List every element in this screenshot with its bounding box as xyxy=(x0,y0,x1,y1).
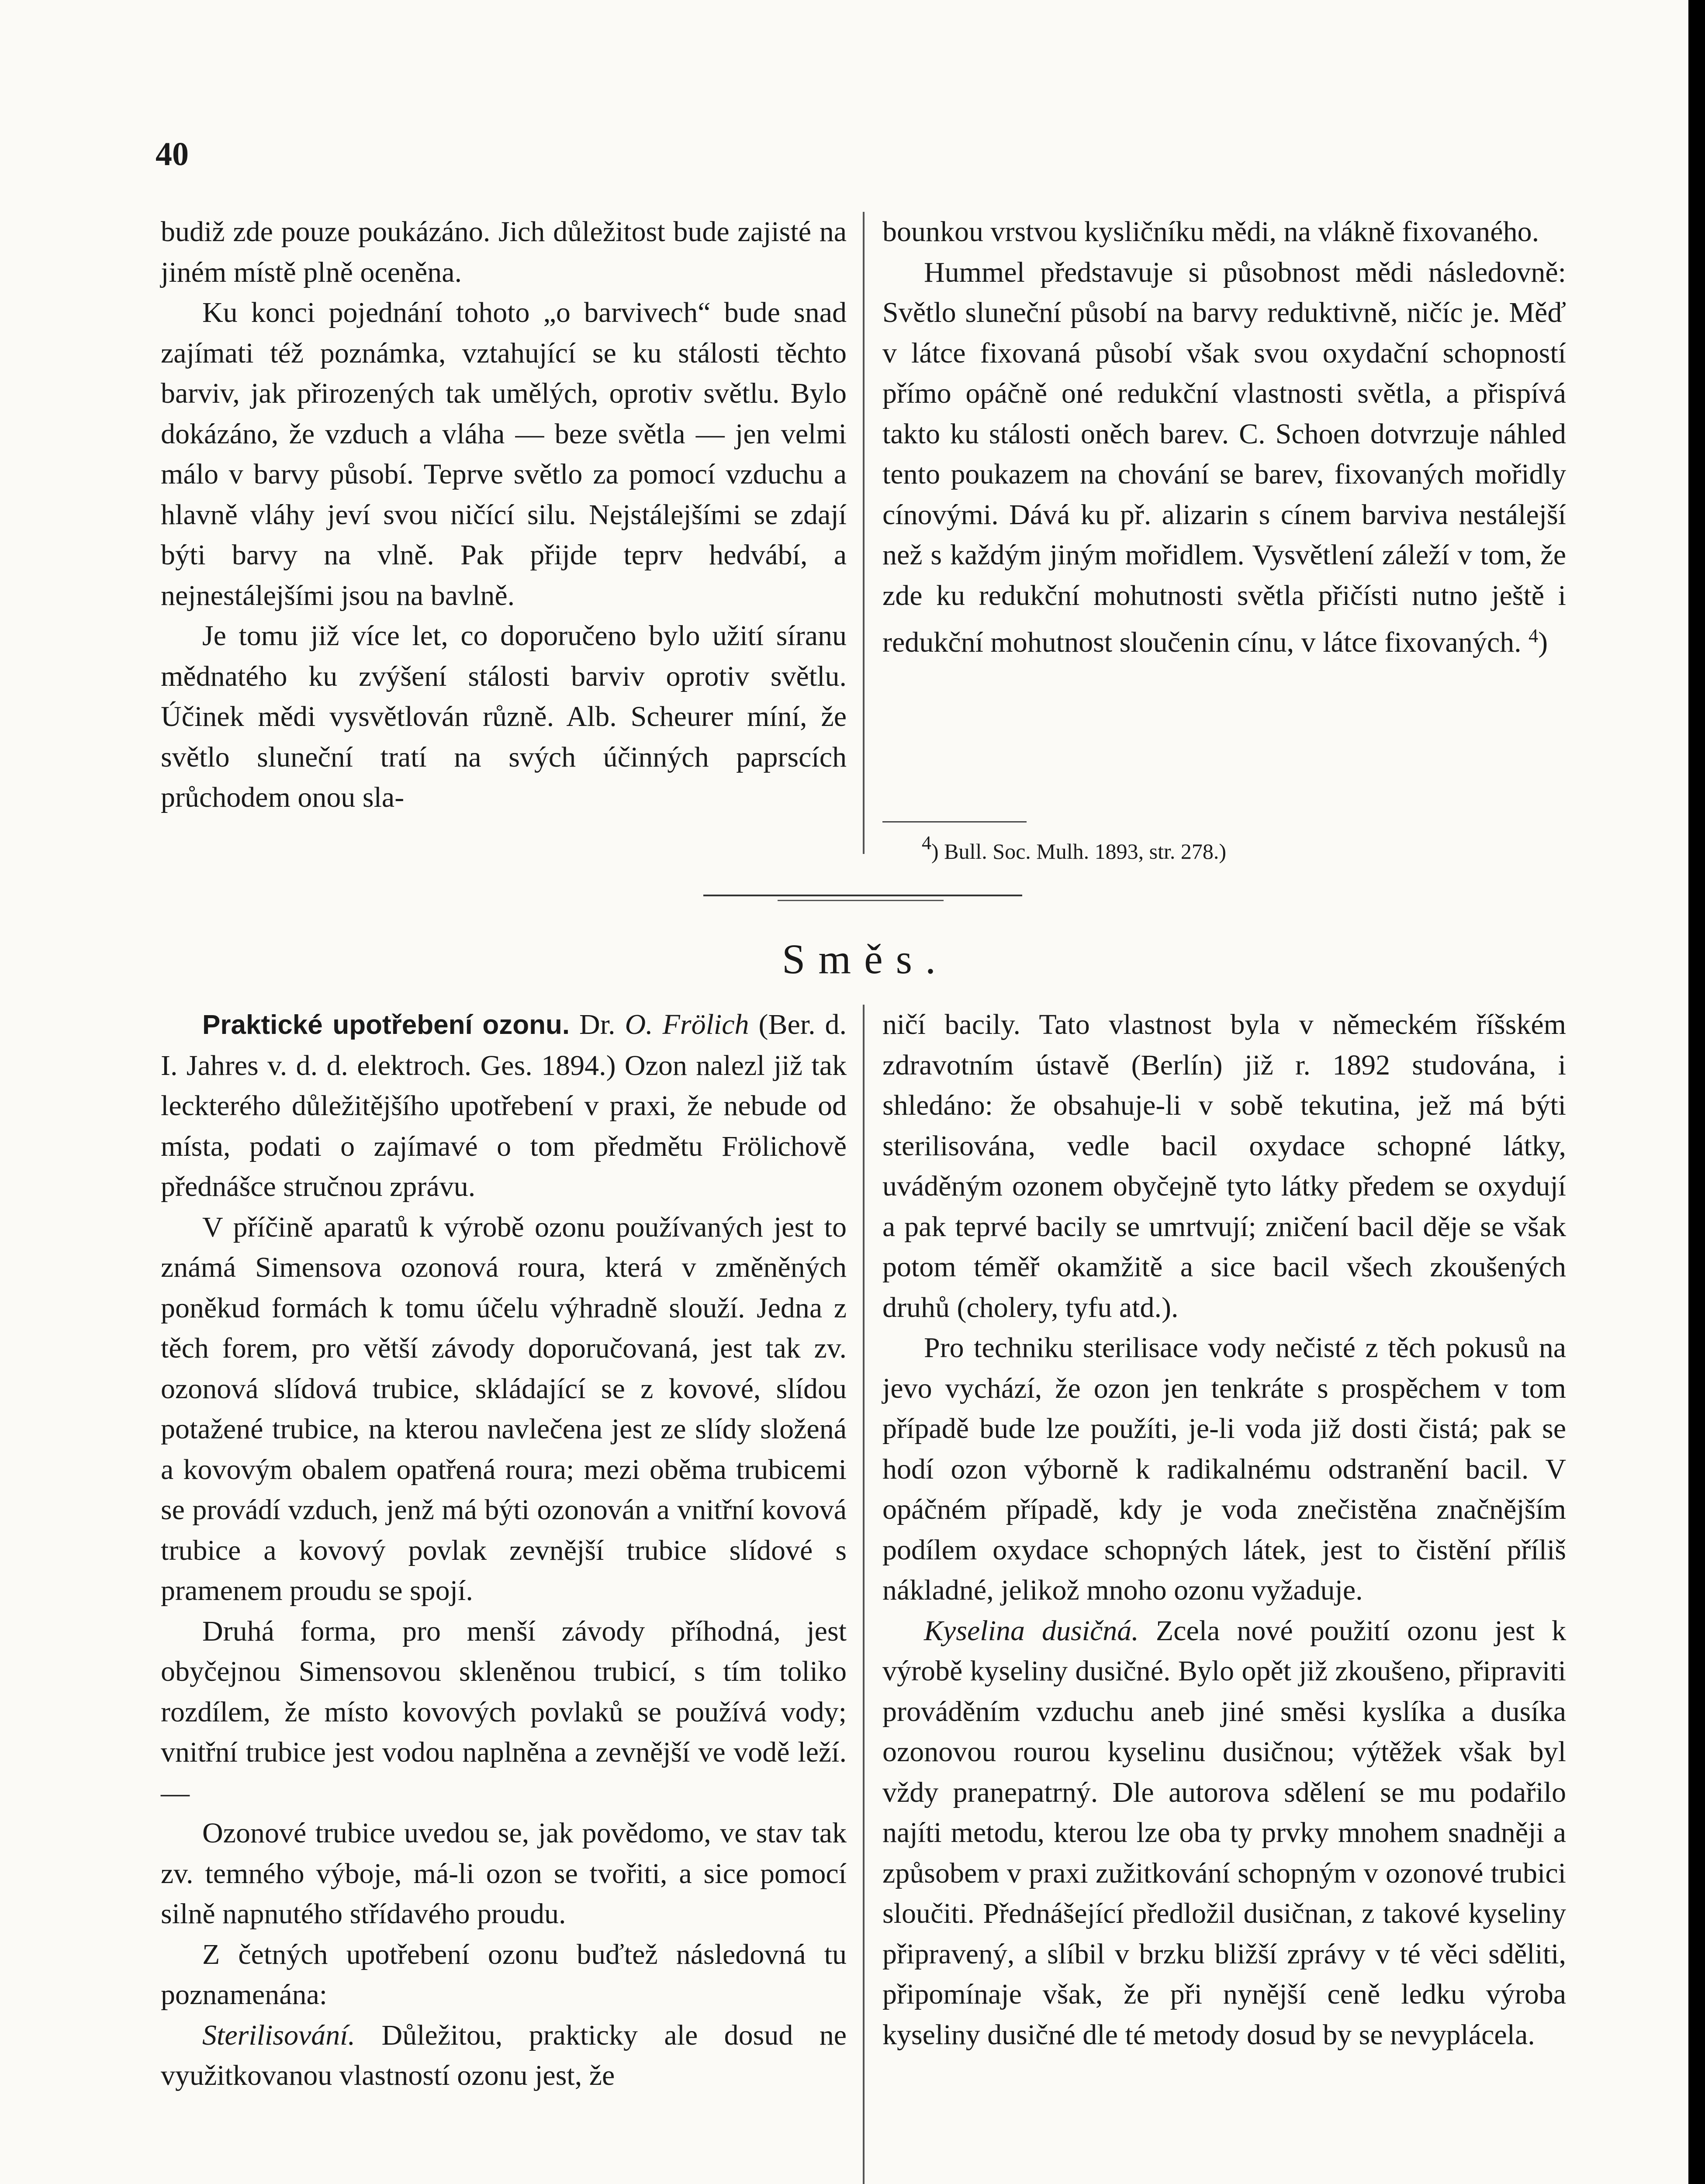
top-right-column xyxy=(882,212,1566,663)
footnote-rule xyxy=(882,821,1027,822)
paragraph-text: Zcela nové použití ozonu jest k výrobě kyseliny dusičné. Bylo opět již zkoušeno, připraviti prováděním vzduchu aneb jiné směsi kyslíka a dusíka ozonovou rourou kyselinu dusičnou; výtěžek však byl vždy pranepatrný. Dle autorova sdělení se mu podařilo najíti metodu, kterou lze oba ty prvky mnohem snadněji a způsobem v praxi zužitkování schopným v ozonové trubici sloučiti. Přednášející předložil dusičnan, z takové kyseliny připravený, a slíbil v brzku bližší zprávy v té věci sděliti, připomínaje však, že při nynější ceně ledku výroba kyseliny dusičné dle té metody dosud by se nevyplácela. xyxy=(882,1614,1566,2051)
paragraph: V příčině aparatů k výrobě ozonu používaných jest to známá Simensova ozonová roura, která v změněných poněkud formách k tomu účelu výhradně slouží. Jedna z těch forem, pro větší závody doporučovaná, jest tak zv. ozonová slídová trubice, skládající se z kovové, slídou potažené trubice, na kterou navlečena jest ze slídy složená a kovovým obalem opatřená roura; mezi oběma trubicemi se provádí vzduch, jenž má býti ozonován a vnitřní kovová trubice a kovový povlak zevnější trubice slídové s pramenem proudu se spojí. xyxy=(161,1211,847,1607)
scan-edge xyxy=(1688,0,1705,2184)
paragraph xyxy=(882,1611,1566,2056)
paragraph: ničí bacily. Tato vlastnost byla v německém říšském zdravotním ústavě (Berlín) již r. 1892 studována, i shledáno: že obsahuje-li v sobě tekutina, jež má býti sterilisována, vedle bacil oxydace schopné látky, uváděným ozonem obyčejně tyto látky předem se oxydují a pak teprvé bacily se umrtvují; zničení bacil děje se však potom téměř okamžitě a sice bacil všech zkoušených druhů (cholery, tyfu atd.). xyxy=(882,1009,1566,1324)
paragraph-text: Hummel představuje si působnost mědi následovně: Světlo sluneční působí na barvy reduktivně, ničíc je. Měď v látce fixovaná působí však svou oxydační schopností přímo opáčně oné redukční vlastnosti světla, a přispívá takto ku stálosti oněch barev. C. Schoen dotvrzuje náhled tento poukazem na chování se barev, fixovaných mořidly cínovými. Dává ku př. alizarin s cínem barviva nestálejší než s každým jiným mořidlem. Vysvětlení záleží v tom, že zde ku redukční mohutnosti světla přičísti nutno ještě i redukční mohutnost sloučenin cínu, v látce fixovaných. xyxy=(882,256,1566,658)
section-rule xyxy=(703,895,1022,896)
paragraph: Ozonové trubice uvedou se, jak povědomo, ve stav tak zv. temného výboje, má-li ozon se tvořiti, a sice pomocí silně napnutého střídavého proudu. xyxy=(161,1817,847,1930)
footnote-text: ) Bull. Soc. Mulh. 1893, str. 278.) xyxy=(931,839,1227,864)
paragraph xyxy=(882,252,1566,663)
paragraph: Druhá forma, pro menší závody příhodná, jest obyčejnou Simensovou skleněnou trubicí, s tím toliko rozdílem, že místo kovových povlaků se používá vody; vnitřní trubice jest vodou naplněna a zevnější ve vodě leží. — xyxy=(161,1615,847,1809)
top-left-column xyxy=(161,212,847,818)
column-divider-top xyxy=(863,212,865,854)
bottom-left-column xyxy=(161,1005,847,2096)
footnote-reference-close: ) xyxy=(1538,626,1548,658)
paragraph xyxy=(161,1005,847,1207)
paragraph-text: (Ber. d. I. Jahres v. d. d. elektroch. Ges. 1894.) Ozon nalezl již tak leckterého důležitějšího upotřebení v praxi, že nebude od místa, podati o zajímavé o tom předmětu Frölichově přednášce stručnou zprávu. xyxy=(161,1009,847,1203)
paragraph: Je tomu již více let, co doporučeno bylo užití síranu mědnatého ku zvýšení stálosti barviv oprotiv světlu. Účinek mědi vysvětlován různě. Alb. Scheurer míní, že světlo sluneční tratí na svých účinných paprscích průchodem onou sla- xyxy=(161,620,847,813)
author-prefix: Dr. xyxy=(579,1009,616,1040)
paragraph: Ku konci pojednání tohoto „o barvivech“ bude snad zajímati též poznámka, vztahující se ku stálosti těchto barviv, jak přirozených tak umělých, oprotiv světlu. Bylo dokázáno, že vzduch a vláha — beze světla — jen velmi málo v barvy působí. Teprve světlo za pomocí vzduchu a hlavně vláhy jeví svou ničící silu. Nejstálejšími se zdají býti barvy na vlně. Pak přijde teprv hedvábí, a nejnestálejšími jsou na bavlně. xyxy=(161,297,847,612)
paragraph: Pro techniku sterilisace vody nečisté z těch pokusů na jevo vychází, že ozon jen tenkráte s prospěchem v tom případě bude lze použíti, je-li voda již dosti čistá; pak se hodí ozon výborně k radikalnému odstranění bacil. V opáčném případě, kdy je voda znečistěna značnějším podílem oxydace schopných látek, jest to čistění příliš nákladné, jelikož mnoho ozonu vyžaduje. xyxy=(882,1332,1566,1606)
paragraph xyxy=(161,2015,847,2096)
author-name: O. Frölich xyxy=(625,1009,749,1040)
footnote-reference: 4 xyxy=(1529,625,1539,646)
subsection-heading: Sterilisování. xyxy=(202,2019,356,2051)
column-divider-bottom xyxy=(863,1005,865,2184)
section-rule-secondary xyxy=(778,900,944,901)
page-number: 40 xyxy=(156,136,189,173)
article-heading: Praktické upotřebení ozonu. xyxy=(202,1010,570,1040)
paragraph: bounkou vrstvou kysličníku mědi, na vlákně fixovaného. xyxy=(882,216,1539,248)
paragraph-text: Důležitou, prakticky ale dosud ne využitkovanou vlastností ozonu jest, že xyxy=(161,2019,847,2091)
footnote xyxy=(922,830,1226,864)
subsection-heading: Kyselina dusičná. xyxy=(924,1614,1139,1647)
paragraph: Z četných upotřebení ozonu buďtež následovná tu poznamenána: xyxy=(161,1938,847,2011)
section-title: Směs. xyxy=(782,936,949,982)
bottom-right-column xyxy=(882,1005,1566,2055)
footnote-mark: 4 xyxy=(922,832,931,854)
paragraph: budiž zde pouze poukázáno. Jich důležitost bude zajisté na jiném místě plně oceněna. xyxy=(161,216,847,288)
